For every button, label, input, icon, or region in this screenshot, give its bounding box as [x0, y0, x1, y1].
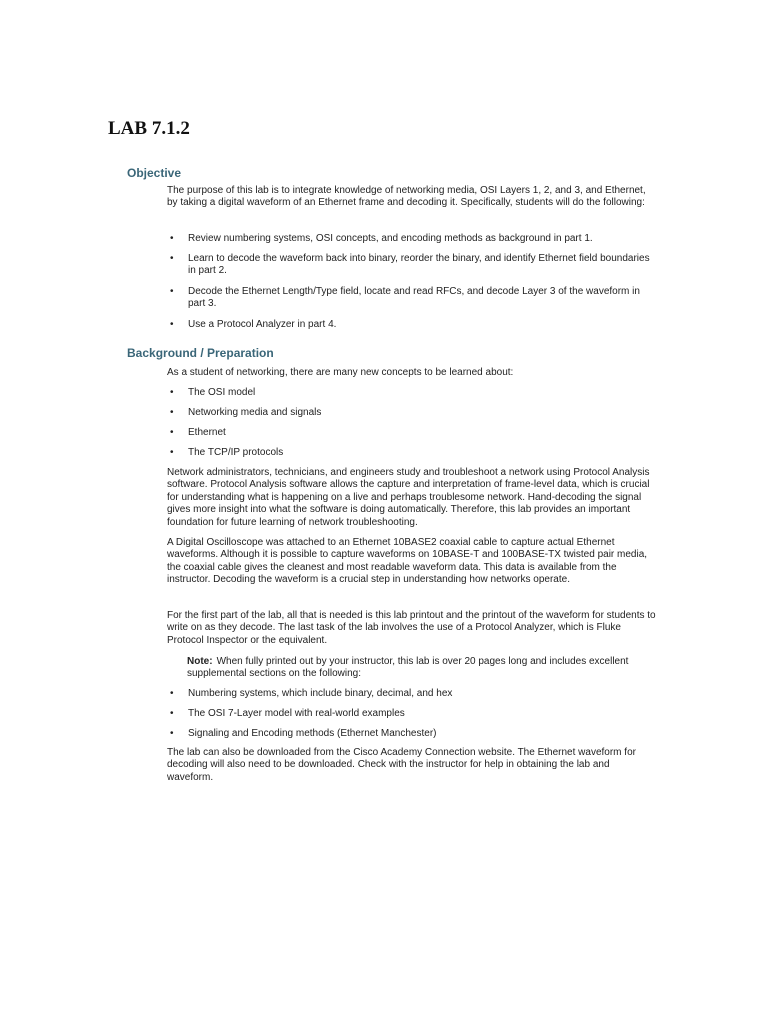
bullet-icon: • [170, 708, 174, 719]
objective-intro: The purpose of this lab is to integrate knowledge of networking media, OSI Layers 1, 2, and 3, and Ethernet, by taking a digital waveform of an Ethernet frame and decoding it. Specifically, students will do the following: [167, 185, 646, 209]
bullet-icon: • [170, 688, 174, 699]
note-bullet-text: The OSI 7-Layer model with real-world examples [188, 708, 405, 719]
note-bullet [170, 708, 650, 720]
note-bullet-text: Numbering systems, which include binary, decimal, and hex [188, 688, 453, 699]
background-heading: Background / Preparation [127, 346, 274, 360]
objective-heading: Objective [127, 166, 182, 180]
note-label: Note: [187, 656, 213, 667]
note-block [187, 656, 637, 681]
background-paragraph-3: For the first part of the lab, all that is needed is this lab printout and the printout of the waveform for students to write on as they decode. The last task of the lab involves the use of a Protocol Analyzer, which is Fluke Protocol Inspector or the equivalent. [167, 610, 656, 646]
background-bullet-text: Ethernet [188, 427, 226, 438]
background-bullet-text: The TCP/IP protocols [188, 447, 284, 458]
objective-bullet-text: Learn to decode the waveform back into binary, reorder the binary, and identify Ethernet field boundaries in part 2. [188, 253, 650, 277]
background-paragraph-2: A Digital Oscilloscope was attached to an Ethernet 10BASE2 coaxial cable to capture actual Ethernet waveforms. Although it is possible to capture waveforms on 10BASE-T and 100BASE-TX twisted pair media, the coaxial cable gives the cleanest and most readable waveform data. This data is available from the instructor. Decoding the waveform is a crucial step in understanding how networks operate. [167, 537, 648, 586]
objective-bullet-text: Decode the Ethernet Length/Type field, locate and read RFCs, and decode Layer 3 of the waveform in part 3. [188, 286, 640, 310]
objective-bullet-text: Use a Protocol Analyzer in part 4. [188, 319, 337, 330]
lab-title: LAB 7.1.2 [108, 118, 190, 139]
background-bullet [170, 387, 650, 399]
note-bullet [170, 688, 650, 700]
bullet-icon: • [170, 319, 174, 330]
objective-bullet-text: Review numbering systems, OSI concepts, and encoding methods as background in part 1. [188, 233, 593, 244]
bullet-icon: • [170, 407, 174, 418]
bullet-icon: • [170, 387, 174, 398]
objective-bullet [170, 253, 650, 278]
bullet-icon: • [170, 253, 174, 264]
note-text: When fully printed out by your instructor, this lab is over 20 pages long and includes excellent supplemental sections on the following: [187, 656, 629, 680]
bullet-icon: • [170, 286, 174, 297]
bullet-icon: • [170, 427, 174, 438]
note-bullet [170, 728, 650, 740]
note-bullet-text: Signaling and Encoding methods (Ethernet Manchester) [188, 728, 437, 739]
objective-bullet [170, 319, 650, 331]
background-paragraph-1: Network administrators, technicians, and engineers study and troubleshoot a network using Protocol Analysis software. Protocol Analysis software allows the capture and interpretation of frame-level data, which is crucial for understanding what is happening on a live and perhaps troublesome network. Hand-decoding the signal gives more insight into what the software is doing automatically. Therefore, this lab provides an important foundation for future learning of network troubleshooting. [167, 467, 650, 528]
background-intro: As a student of networking, there are many new concepts to be learned about: [167, 367, 514, 378]
bullet-icon: • [170, 728, 174, 739]
background-bullet [170, 427, 650, 439]
background-paragraph-4: The lab can also be downloaded from the Cisco Academy Connection website. The Ethernet waveform for decoding will also need to be downloaded. Check with the instructor for help in obtaining the lab and waveform. [167, 747, 636, 783]
objective-bullet [170, 233, 650, 245]
background-bullet [170, 447, 650, 459]
bullet-icon: • [170, 447, 174, 458]
objective-bullet [170, 286, 650, 311]
background-bullet-text: Networking media and signals [188, 407, 322, 418]
background-bullet [170, 407, 650, 419]
bullet-icon: • [170, 233, 174, 244]
background-bullet-text: The OSI model [188, 387, 256, 398]
